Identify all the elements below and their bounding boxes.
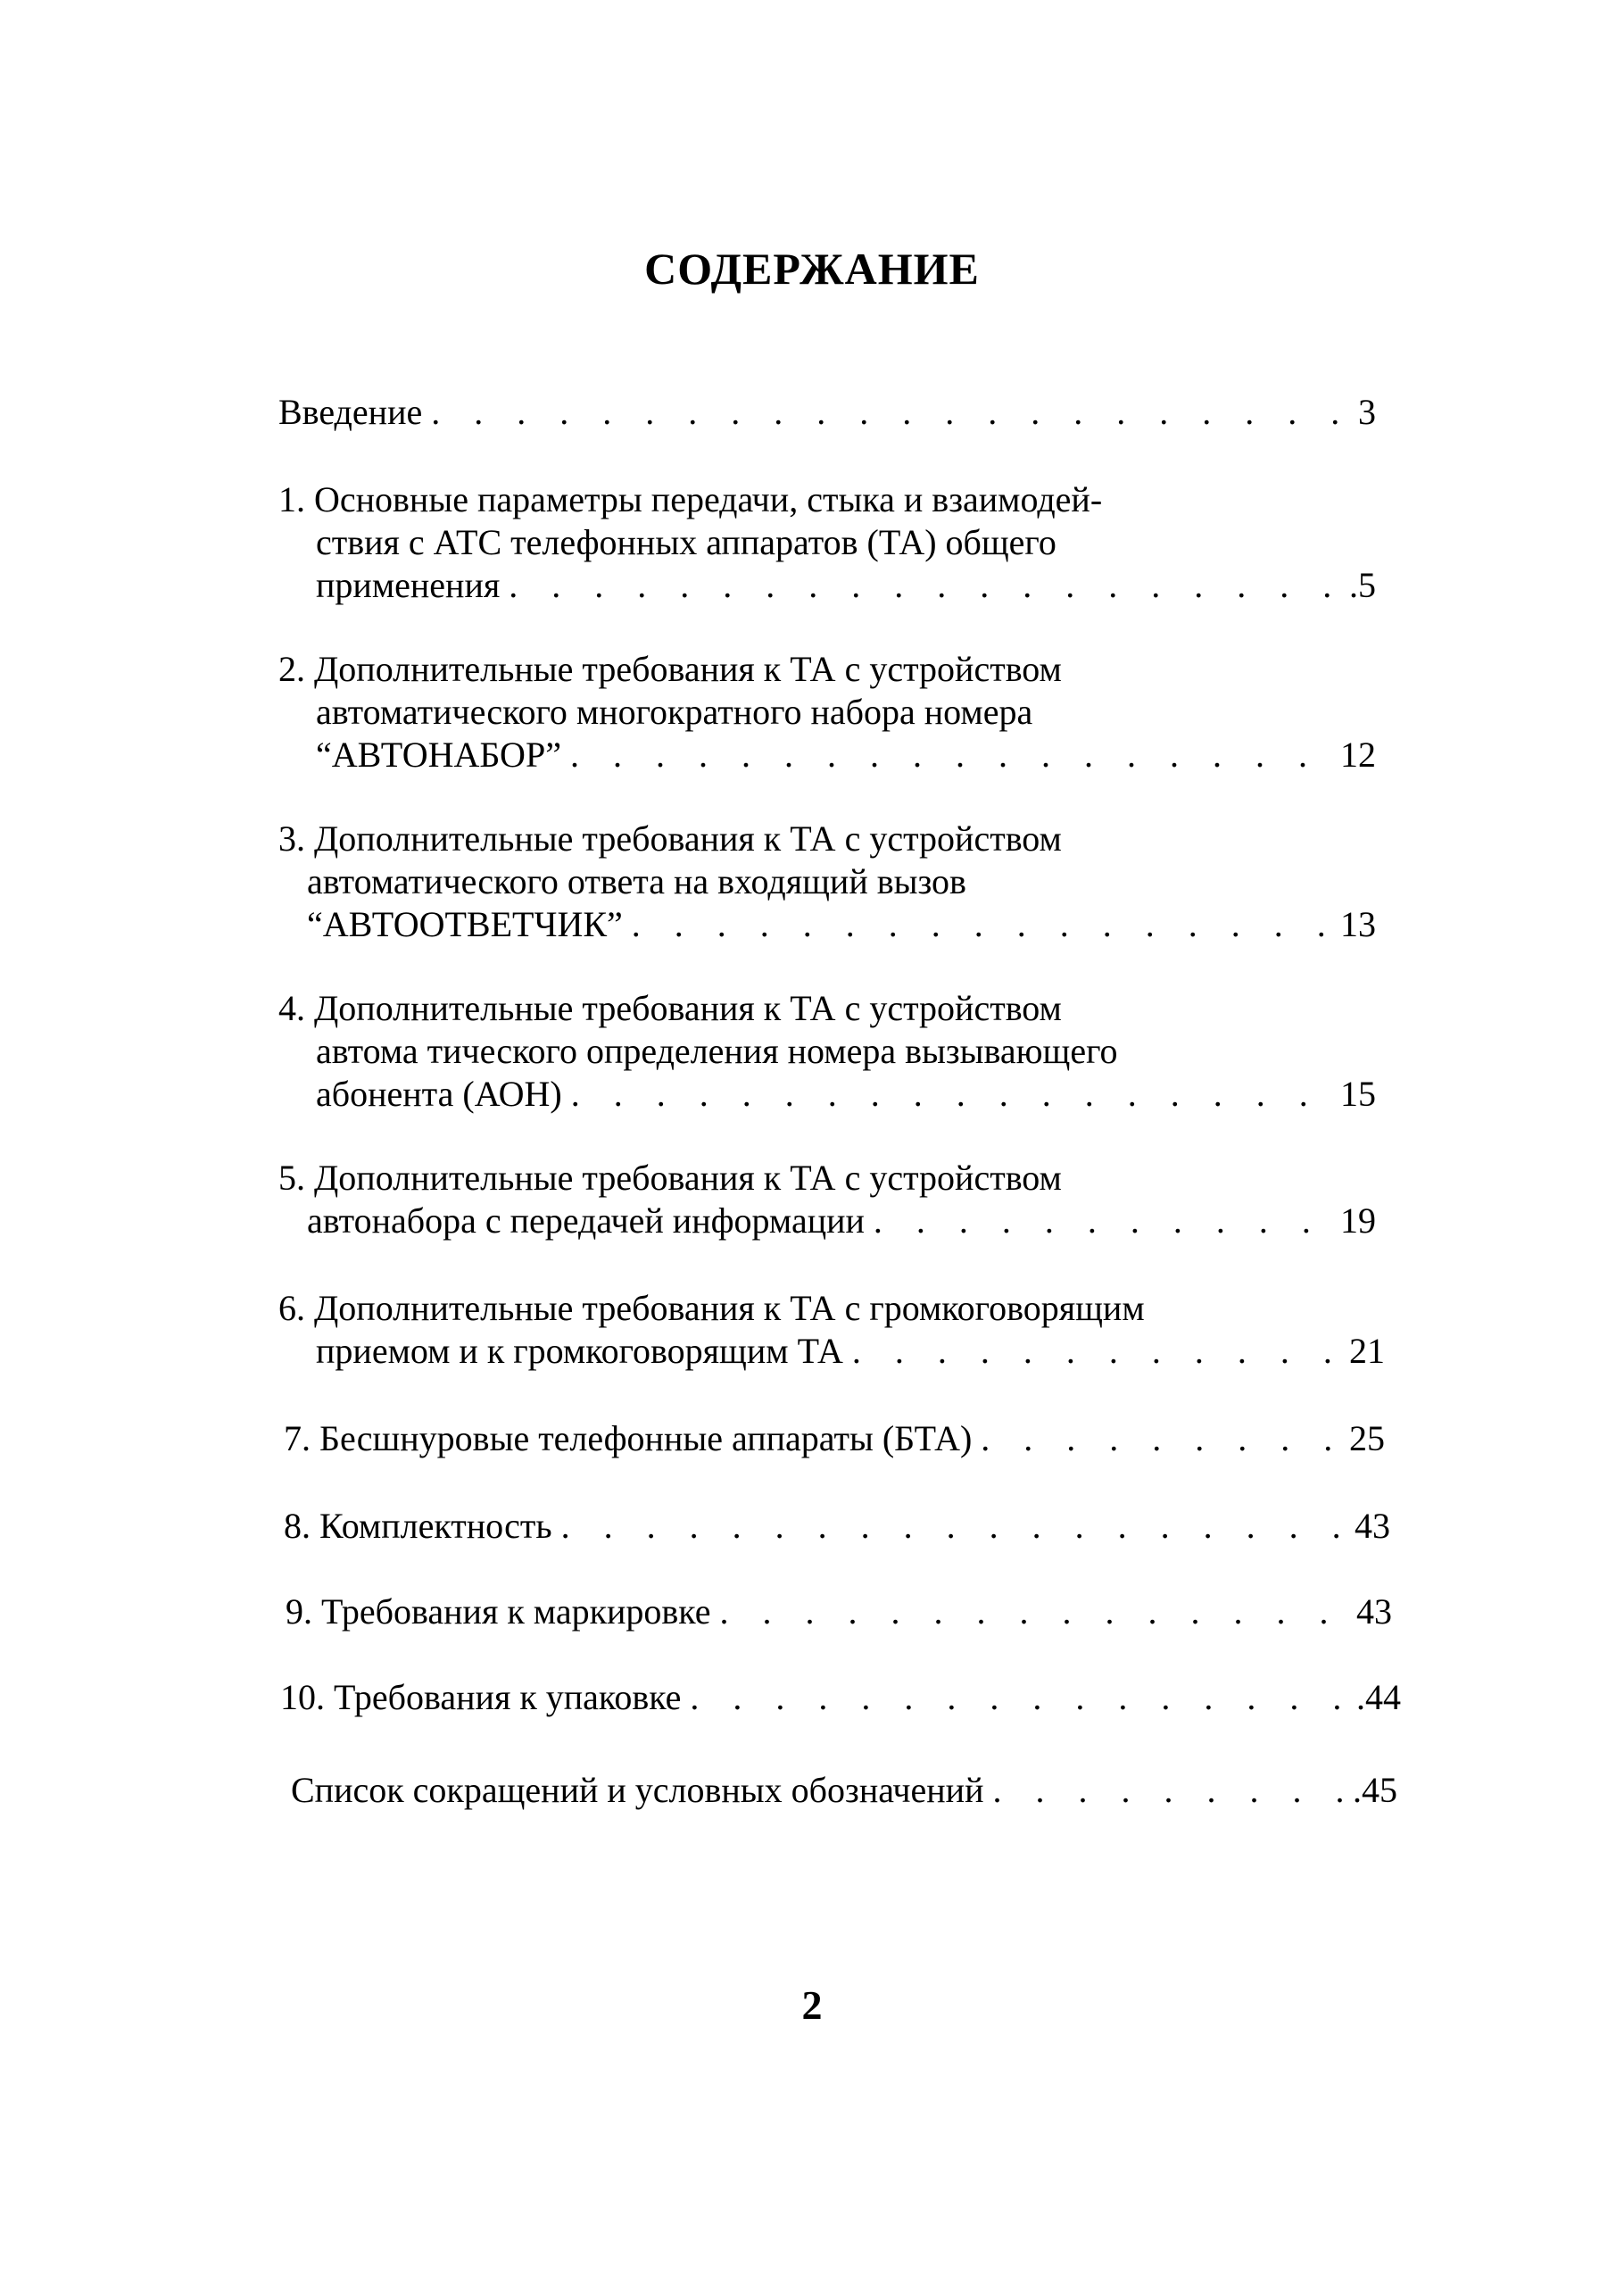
toc-line — [278, 734, 1376, 776]
dot-leader — [843, 1330, 1349, 1373]
toc-page-number: 15 — [1340, 1074, 1376, 1114]
toc-entry-title: 10. Требования к упаковке — [280, 1677, 682, 1717]
toc-entry-section-10[interactable] — [280, 1676, 1401, 1719]
dot-leader — [552, 1505, 1355, 1548]
toc-line — [278, 1030, 1376, 1073]
dot-leader — [562, 1073, 1340, 1116]
toc-line — [278, 1287, 1385, 1330]
toc-line — [278, 691, 1376, 734]
toc-entry-abbreviations[interactable] — [291, 1769, 1397, 1812]
toc-page-number: .45 — [1353, 1770, 1397, 1810]
page-title: СОДЕРЖАНИЕ — [644, 244, 980, 294]
toc-line — [278, 1157, 1376, 1200]
toc-entry-title-continuation: “АВТОНАБОР” — [316, 735, 561, 775]
toc-entry-title-continuation: применения — [316, 565, 501, 605]
dot-leader — [681, 1676, 1356, 1719]
toc-entry-title-continuation: автоматического ответа на входящий вызов — [307, 861, 966, 901]
toc-page-number: 13 — [1340, 904, 1376, 944]
toc-entry-title-continuation: абонента (АОН) — [316, 1074, 562, 1114]
toc-page-number: 12 — [1340, 735, 1376, 775]
toc-page-number: .44 — [1356, 1677, 1401, 1717]
toc-line — [291, 1769, 1397, 1812]
toc-page-number: 43 — [1356, 1591, 1392, 1632]
page-number: 2 — [801, 1982, 823, 2028]
toc-entry-title: Список сокращений и условных обозначений — [291, 1770, 984, 1810]
toc-page-number: 25 — [1349, 1418, 1385, 1458]
toc-page-number: 3 — [1358, 392, 1376, 432]
toc-entry-title-continuation: приемом и к громкоговорящим ТА — [316, 1331, 843, 1371]
toc-line — [278, 1200, 1376, 1242]
toc-line — [278, 818, 1376, 860]
dot-leader — [561, 734, 1340, 776]
toc-line — [278, 478, 1376, 521]
toc-entry-title: 7. Бесшнуровые телефонные аппараты (БТА) — [284, 1418, 973, 1458]
toc-line — [278, 860, 1376, 903]
dot-leader — [710, 1590, 1356, 1633]
toc-line — [278, 648, 1376, 691]
toc-entry-section-3[interactable] — [278, 818, 1376, 946]
toc-entry-title-continuation: автома тического определения номера вызывающего — [316, 1031, 1118, 1071]
dot-leader — [865, 1200, 1340, 1242]
toc-line — [278, 521, 1376, 564]
toc-entry-title: 2. Дополнительные требования к ТА с устройством — [278, 649, 1062, 689]
dot-leader — [972, 1417, 1349, 1460]
toc-entry-title: 8. Комплектность — [284, 1506, 552, 1546]
toc-entry-section-6[interactable] — [278, 1287, 1385, 1373]
toc-page-number: .5 — [1349, 565, 1376, 605]
toc-entry-title: Введение — [278, 392, 423, 432]
toc-line — [284, 1417, 1385, 1460]
toc-page-number: 19 — [1340, 1200, 1376, 1241]
toc-entry-title-continuation: автоматического многократного набора номера — [316, 692, 1033, 732]
toc-entry-section-5[interactable] — [278, 1157, 1376, 1242]
toc-entry-title-continuation: ствия с АТС телефонных аппаратов (ТА) общего — [316, 522, 1056, 562]
dot-leader — [422, 391, 1358, 434]
dot-leader — [623, 903, 1340, 946]
toc-entry-title: 3. Дополнительные требования к ТА с устройством — [278, 818, 1062, 859]
toc-entry-section-4[interactable] — [278, 987, 1376, 1116]
toc-entry-section-8[interactable] — [284, 1505, 1390, 1548]
toc-entry-title: 6. Дополнительные требования к ТА с громкоговорящим — [278, 1288, 1145, 1328]
toc-page-number: 43 — [1355, 1506, 1390, 1546]
dot-leader — [500, 564, 1349, 607]
toc-entry-title: 9. Требования к маркировке — [286, 1591, 711, 1632]
toc-line — [278, 1330, 1385, 1373]
toc-entry-title-continuation: автонабора с передачей информации — [307, 1200, 865, 1241]
toc-entry-section-1[interactable] — [278, 478, 1376, 607]
toc-entry-title: 4. Дополнительные требования к ТА с устройством — [278, 988, 1062, 1028]
toc-line — [286, 1590, 1392, 1633]
toc-line — [278, 987, 1376, 1030]
toc-entry-title: 5. Дополнительные требования к ТА с устройством — [278, 1158, 1062, 1198]
toc-entry-introduction[interactable] — [278, 391, 1376, 434]
toc-line — [280, 1676, 1401, 1719]
toc-line — [278, 391, 1376, 434]
toc-entry-section-9[interactable] — [286, 1590, 1392, 1633]
toc-entry-section-7[interactable] — [284, 1417, 1385, 1460]
toc-line — [278, 903, 1376, 946]
toc-line — [278, 1073, 1376, 1116]
toc-line — [284, 1505, 1390, 1548]
dot-leader — [983, 1769, 1353, 1812]
toc-entry-section-2[interactable] — [278, 648, 1376, 776]
toc-page-number: 21 — [1349, 1331, 1385, 1371]
toc-entry-title-continuation: “АВТООТВЕТЧИК” — [307, 904, 623, 944]
toc-line — [278, 564, 1376, 607]
toc-entry-title: 1. Основные параметры передачи, стыка и взаимодей- — [278, 479, 1103, 519]
